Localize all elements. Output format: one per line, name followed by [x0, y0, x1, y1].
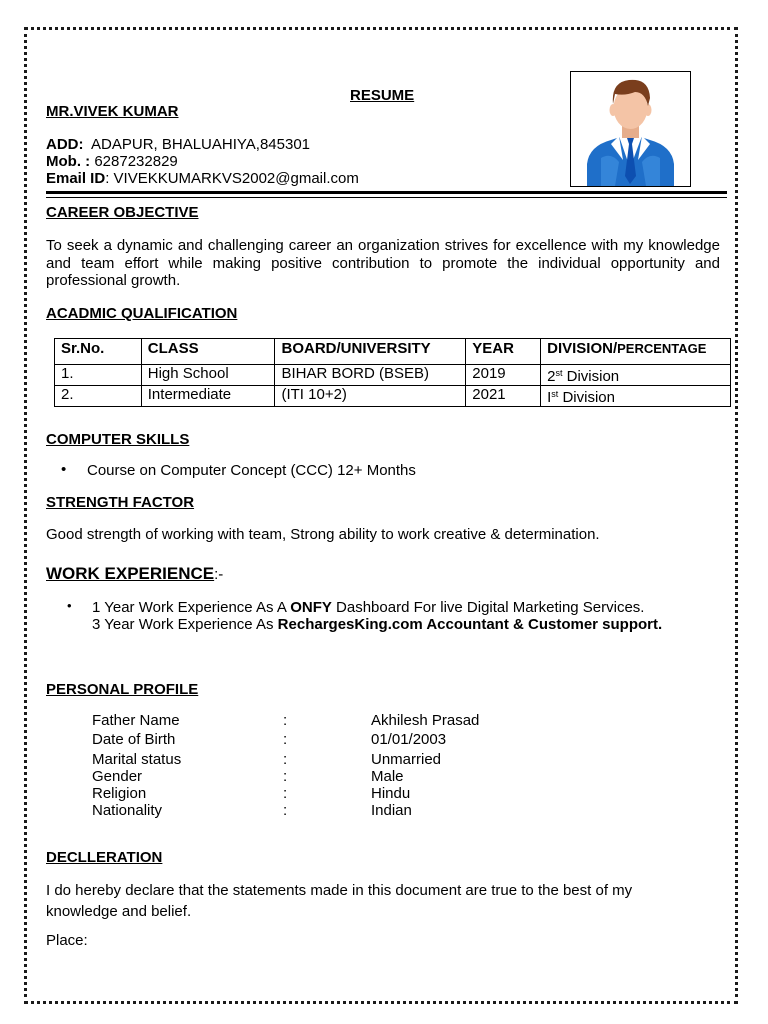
cell-srno: 2. [55, 386, 142, 407]
profile-colon: : [283, 785, 288, 802]
col-header-srno: Sr.No. [55, 339, 142, 365]
division-text: Division [562, 368, 620, 385]
person-avatar-icon [571, 72, 690, 186]
profile-value: Akhilesh Prasad [371, 712, 480, 729]
mobile-label: Mob [46, 153, 77, 170]
division-text: Division [558, 389, 615, 406]
mobile-separator: . : [76, 153, 91, 170]
profile-colon: : [283, 731, 288, 748]
work-item-1-detail: Dashboard For live Digital Marketing Services. [331, 599, 645, 616]
address-value: ADAPUR, BHALUAHIYA,845301 [91, 136, 311, 153]
col-header-class: CLASS [141, 339, 275, 365]
header-rule-thick [46, 191, 727, 194]
declaration-heading: DECLLERATION [46, 849, 163, 866]
work-item-1 [92, 599, 644, 616]
work-item-2-text: 3 Year Work Experience As [92, 616, 278, 633]
col-header-division [541, 339, 731, 365]
career-objective-heading: CAREER OBJECTIVE [46, 204, 199, 221]
work-experience-suffix: :- [214, 566, 224, 583]
col-header-year: YEAR [466, 339, 541, 365]
profile-value: Male [371, 768, 404, 785]
address-label: ADD: [46, 136, 84, 153]
header-rule-thin [46, 197, 727, 198]
strength-heading: STRENGTH FACTOR [46, 494, 195, 511]
bullet-icon: • [67, 598, 72, 613]
academic-table-header [55, 339, 731, 365]
profile-colon: : [283, 712, 288, 729]
cell-year: 2019 [466, 365, 541, 386]
academic-heading: ACADMIC QUALIFICATION [46, 305, 238, 322]
cell-srno: 1. [55, 365, 142, 386]
cell-class: High School [141, 365, 275, 386]
computer-skills-heading: COMPUTER SKILLS [46, 431, 190, 448]
profile-label: Father Name [92, 712, 180, 729]
profile-photo [570, 71, 691, 187]
col-header-board: BOARD/UNIVERSITY [275, 339, 466, 365]
profile-label: Date of Birth [92, 731, 176, 748]
resume-title: RESUME [350, 87, 415, 104]
table-row [55, 386, 731, 407]
cell-board: BIHAR BORD (BSEB) [275, 365, 466, 386]
profile-value: Unmarried [371, 751, 442, 768]
mobile-line [46, 153, 359, 170]
profile-value: Hindu [371, 785, 411, 802]
profile-value: 01/01/2003 [371, 731, 447, 748]
work-experience-heading [46, 564, 223, 584]
profile-colon: : [283, 751, 288, 768]
division-number: 2 [547, 368, 556, 385]
academic-table [54, 338, 731, 407]
address-line [46, 136, 359, 153]
cell-board: (ITI 10+2) [275, 386, 466, 407]
profile-value: Indian [371, 802, 412, 819]
bullet-icon: • [61, 461, 67, 478]
profile-label: Gender [92, 768, 143, 785]
profile-label: Nationality [92, 802, 163, 819]
table-row [55, 365, 731, 386]
col-header-division-label: DIVISION/ [547, 340, 618, 357]
work-item-2 [92, 616, 662, 633]
email-value: : VIVEKKUMARKVS2002@gmail.com [105, 170, 359, 187]
declaration-text: I do hereby declare that the statements made in this document are true to the best of my knowledge and belief. [46, 882, 633, 920]
contact-block [46, 136, 359, 187]
personal-profile-heading: PERSONAL PROFILE [46, 681, 199, 698]
strength-text: Good strength of working with team, Strong ability to work creative & determination. [46, 526, 600, 543]
cell-division [541, 365, 731, 386]
mobile-value: 6287232829 [94, 153, 178, 170]
division-number: I [547, 389, 552, 406]
email-label: Email ID [46, 170, 106, 187]
computer-skill-item: Course on Computer Concept (CCC) 12+ Months [87, 462, 416, 479]
work-item-1-company: ONFY [290, 599, 332, 616]
division-suffix: st [555, 368, 563, 378]
work-experience-title: WORK EXPERIENCE [46, 564, 215, 583]
email-line [46, 170, 359, 187]
work-item-2-role: RechargesKing.com Accountant & Customer support. [277, 616, 663, 633]
profile-label: Religion [92, 785, 147, 802]
profile-label: Marital status [92, 751, 182, 768]
profile-colon: : [283, 768, 288, 785]
place-label: Place: [46, 932, 88, 949]
col-header-percentage-label: PERCENTAGE [617, 341, 707, 356]
cell-class: Intermediate [141, 386, 275, 407]
cell-division [541, 386, 731, 407]
profile-colon: : [283, 802, 288, 819]
candidate-name: MR.VIVEK KUMAR [46, 103, 179, 120]
work-item-1-text: 1 Year Work Experience As A [92, 599, 291, 616]
cell-year: 2021 [466, 386, 541, 407]
division-suffix: st [551, 389, 559, 399]
career-objective-text: To seek a dynamic and challenging career an organization strives for excellence with my knowledge and team effort while making positive contribution to promote the individual opportunity and professional growth. [46, 237, 720, 289]
